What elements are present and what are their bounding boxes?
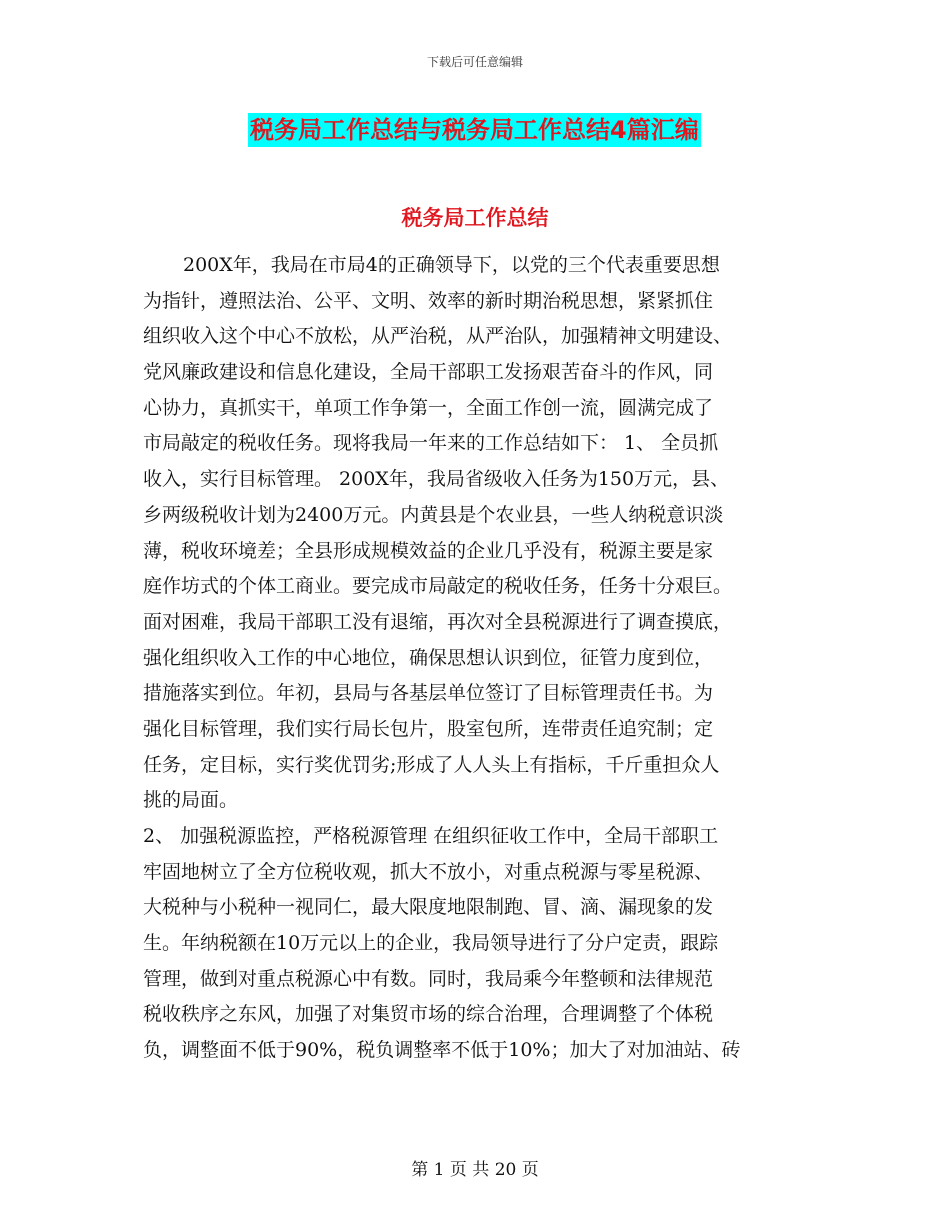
body-line: 强化组织收入工作的中心地位，确保思想认识到位，征管力度到位， — [143, 646, 714, 669]
body-line: 200X年，我局在市局4的正确领导下，以党的三个代表重要思想 — [183, 254, 720, 276]
body-line: 薄，税收环境差；全县形成规模效益的企业几乎没有，税源主要是家 — [143, 539, 714, 562]
body-line: 管理，做到对重点税源心中有数。同时，我局乘今年整顿和法律规范 — [143, 967, 714, 990]
body-line: 庭作坊式的个体工商业。要完成市局敲定的税收任务，任务十分艰巨。 — [143, 575, 733, 598]
body-line: 强化目标管理，我们实行局长包片，股室包所，连带责任追究制；定 — [143, 717, 714, 740]
body-line: 为指针，遵照法治、公平、文明、效率的新时期治税思想，紧紧抓住 — [143, 289, 714, 312]
body-text — [143, 248, 818, 1069]
body-line: 面对困难，我局干部职工没有退缩，再次对全县税源进行了调查摸底， — [143, 610, 733, 633]
body-line: 负，调整面不低于90%，税负调整率不低于10%；加大了对加油站、砖 — [143, 1039, 741, 1062]
body-line: 市局敲定的税收任务。现将我局一年来的工作总结如下： 1、 全员抓 — [143, 432, 719, 455]
header-note: 下载后可任意编辑 — [426, 55, 523, 69]
document-title: 税务局工作总结与税务局工作总结4篇汇编 — [248, 113, 701, 147]
body-line: 牢固地树立了全方位税收观，抓大不放小，对重点税源与零星税源、 — [143, 860, 714, 883]
body-line: 组织收入这个中心不放松，从严治税，从严治队，加强精神文明建设、 — [143, 325, 733, 348]
body-line: 税收秩序之东风，加强了对集贸市场的综合治理，合理调整了个体税 — [143, 1003, 714, 1026]
body-line: 任务，定目标，实行奖优罚劣;形成了人人头上有指标，千斤重担众人 — [143, 753, 720, 776]
body-line: 心协力，真抓实干，单项工作争第一，全面工作创一流，圆满完成了 — [143, 396, 714, 419]
page-footer: 第 1 页 共 20 页 — [411, 1160, 539, 1180]
body-line: 措施落实到位。年初，县局与各基层单位签订了目标管理责任书。为 — [143, 682, 714, 705]
body-line: 挑的局面。 — [143, 789, 239, 812]
section-title: 税务局工作总结 — [401, 206, 549, 230]
body-line: 生。年纳税额在10万元以上的企业，我局领导进行了分户定责，跟踪 — [143, 932, 719, 955]
body-line: 大税种与小税种一视同仁，最大限度地限制跑、冒、滴、漏现象的发 — [143, 896, 714, 919]
body-line: 乡两级税收计划为2400万元。内黄县是个农业县，一些人纳税意识淡 — [143, 503, 724, 526]
body-line: 收入，实行目标管理。 200X年，我局省级收入任务为150万元，县、 — [143, 468, 730, 491]
body-line: 2、 加强税源监控，严格税源管理 在组织征收工作中，全局干部职工 — [143, 825, 719, 847]
body-line: 党风廉政建设和信息化建设，全局干部职工发扬艰苦奋斗的作风，同 — [143, 361, 714, 384]
